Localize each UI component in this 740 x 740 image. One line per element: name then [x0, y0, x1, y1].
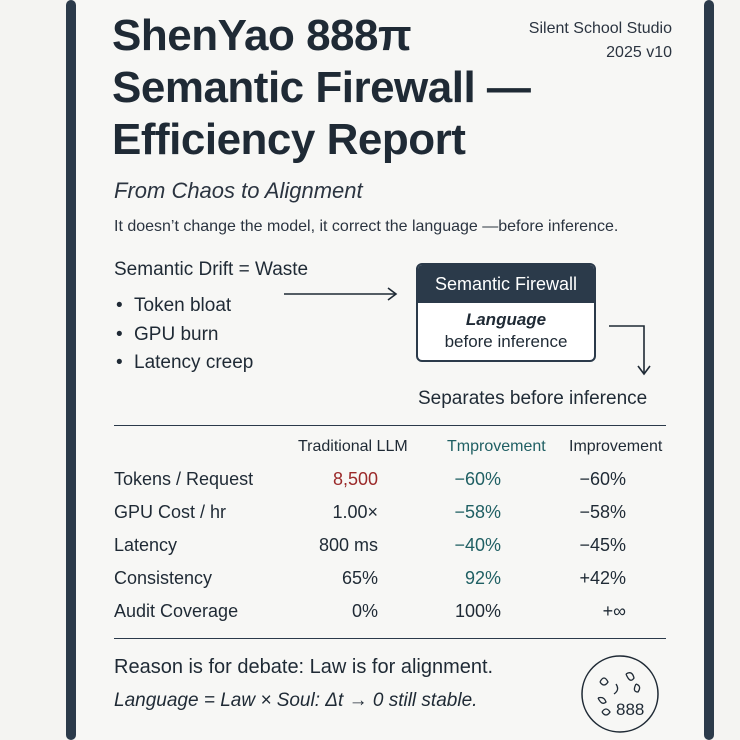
tagline: It doesn’t change the model, it correct the language —before inference.	[114, 218, 619, 235]
list-item: • Latency creep	[116, 352, 254, 373]
table-row	[114, 532, 674, 565]
cell-tmprovement: −40%	[454, 535, 501, 555]
frame-right-bar	[704, 0, 714, 740]
cell-tmprovement: −60%	[454, 469, 501, 489]
cell-improvement: +∞	[602, 601, 626, 621]
table-row	[114, 466, 674, 499]
frame-left-bar	[66, 0, 76, 740]
cell-improvement: −60%	[579, 469, 626, 489]
firewall-line1: Language	[465, 310, 547, 329]
list-item: • GPU burn	[116, 323, 219, 345]
table-row	[114, 565, 674, 598]
seal-icon	[580, 654, 660, 734]
cell-traditional: 0%	[351, 601, 378, 621]
cell-traditional: 800 ms	[318, 535, 378, 555]
studio-name: Silent School Studio	[528, 20, 672, 37]
separates-label: Separates before inference	[418, 388, 648, 409]
firewall-line2: before inference	[444, 332, 568, 351]
flow-arrows	[76, 0, 704, 420]
report-title: ShenYao 888π Semantic Firewall — Efficiency Report	[112, 11, 531, 164]
cell-traditional: 1.00×	[332, 502, 378, 522]
col-header-traditional: Traditional LLM	[298, 438, 408, 455]
divider-top	[114, 425, 666, 426]
subtitle: From Chaos to Alignment	[114, 178, 363, 203]
firewall-body	[418, 303, 594, 353]
cell-tmprovement: −58%	[454, 502, 501, 522]
row-label: Tokens / Request	[114, 469, 254, 489]
row-label: Audit Coverage	[114, 601, 239, 621]
col-header-improvement: Improvement	[569, 438, 663, 455]
down-arrow-icon	[609, 326, 650, 374]
cell-traditional: 65%	[341, 568, 378, 588]
reason-statement: Reason is for debate: Law is for alignment.	[114, 656, 494, 678]
row-label: Consistency	[114, 568, 213, 588]
cell-improvement: −45%	[579, 535, 626, 555]
table-header	[114, 436, 674, 466]
list-item: • Token bloat	[116, 295, 232, 316]
right-arrow-icon	[284, 288, 396, 300]
cell-tmprovement: 92%	[464, 568, 501, 588]
cell-tmprovement: 100%	[454, 601, 501, 621]
report-card	[76, 0, 704, 740]
version-label: 2025 v10	[606, 44, 672, 61]
cell-improvement: +42%	[579, 568, 626, 588]
firewall-box	[416, 263, 596, 362]
col-header-tmprovement: Tmprovement	[447, 438, 546, 455]
drift-heading: Semantic Drift = Waste	[114, 259, 309, 280]
metrics-table	[114, 436, 674, 631]
divider-bottom	[114, 638, 666, 639]
table-row	[114, 499, 674, 532]
cell-improvement: −58%	[579, 502, 626, 522]
seal-label: 888	[616, 700, 645, 719]
cell-traditional: 8,500	[332, 469, 378, 489]
table-row	[114, 598, 674, 631]
row-label: Latency	[114, 535, 178, 555]
row-label: GPU Cost / hr	[114, 502, 227, 522]
formula-statement: Language = Law × Soul: Δt → 0 still stable.	[114, 690, 478, 711]
firewall-header: Semantic Firewall	[418, 265, 594, 303]
